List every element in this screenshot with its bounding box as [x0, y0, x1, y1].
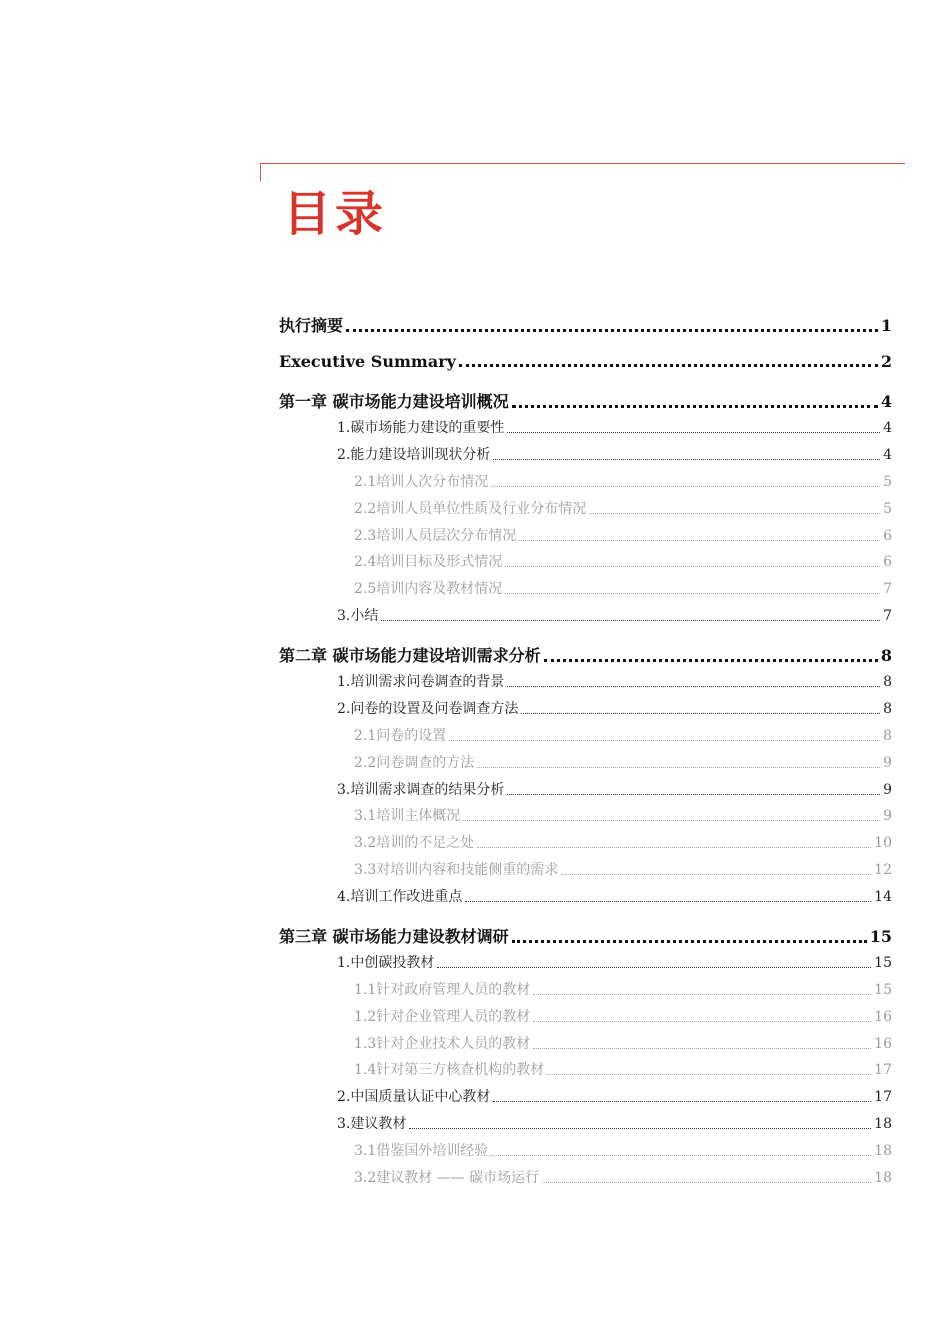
toc-dot-leader [409, 1127, 871, 1129]
toc-entry-page-number: 8 [880, 646, 892, 665]
toc-entry-title: 2.能力建设培训现状分析 [337, 447, 491, 463]
toc-entry-level-2[interactable] [0, 1006, 892, 1026]
toc-entry-page-number: 1 [880, 316, 892, 335]
toc-entry-title: 2.问卷的设置及问卷调查方法 [337, 701, 519, 717]
toc-entry-title: 3.培训需求调查的结果分析 [337, 782, 505, 798]
toc-entry-level-0[interactable] [0, 352, 892, 371]
toc-entry-title: 执行摘要 [279, 316, 344, 335]
toc-dot-leader [491, 485, 880, 487]
toc-entry-page-number: 14 [874, 889, 892, 905]
toc-entry-level-1[interactable] [0, 417, 892, 437]
toc-entry-page-number: 15 [869, 927, 892, 946]
toc-entry-page-number: 4 [883, 447, 892, 463]
toc-dot-leader [533, 1020, 871, 1022]
toc-entry-page-number: 18 [874, 1170, 892, 1186]
toc-entry-level-2[interactable] [0, 578, 892, 598]
toc-entry-level-1[interactable] [0, 779, 892, 799]
toc-entry-title: 3.1借鉴国外培训经验 [354, 1143, 489, 1159]
toc-entry-title: 2.2培训人员单位性质及行业分布情况 [354, 501, 587, 517]
toc-entry-level-2[interactable] [0, 498, 892, 518]
toc-entry-title: 2.3培训人员层次分布情况 [354, 528, 517, 544]
toc-entry-page-number: 4 [883, 420, 892, 436]
toc-entry-level-0[interactable] [0, 313, 892, 336]
toc-entry-page-number: 8 [883, 674, 892, 690]
toc-entry-page-number: 8 [883, 728, 892, 744]
toc-entry-page-number: 16 [874, 1036, 892, 1052]
toc-entry-level-1[interactable] [0, 1113, 892, 1133]
toc-entry-level-1[interactable] [0, 952, 892, 972]
toc-entry-page-number: 18 [874, 1143, 892, 1159]
toc-dot-leader [493, 1100, 871, 1102]
toc-entry-level-2[interactable] [0, 525, 892, 545]
toc-entry-title: 3.小结 [337, 608, 379, 624]
toc-entry-page-number: 6 [883, 554, 892, 570]
toc-entry-title: 3.建议教材 [337, 1116, 407, 1132]
toc-dot-leader [505, 565, 880, 567]
toc-entry-page-number: 8 [883, 701, 892, 717]
toc-entry-page-number: 9 [883, 782, 892, 798]
toc-entry-page-number: 4 [880, 392, 892, 411]
toc-entry-title: 1.4针对第三方核查机构的教材 [354, 1062, 545, 1078]
toc-entry-level-1[interactable] [0, 605, 892, 625]
toc-entry-title: 第三章 碳市场能力建设教材调研 [279, 927, 509, 946]
toc-dot-leader [381, 619, 880, 621]
toc-entry-page-number: 10 [874, 835, 892, 851]
toc-entry-title: 3.2建议教材 —— 碳市场运行 [354, 1170, 540, 1186]
toc-dot-leader [561, 873, 871, 875]
toc-dot-leader [533, 993, 871, 995]
toc-entry-page-number: 15 [874, 982, 892, 998]
toc-entry-title: 2.1问卷的设置 [354, 728, 447, 744]
toc-entry-title: 1.培训需求问卷调查的背景 [337, 674, 505, 690]
toc-entry-title: 2.中国质量认证中心教材 [337, 1089, 491, 1105]
toc-entry-page-number: 18 [874, 1116, 892, 1132]
toc-dot-leader [544, 658, 878, 662]
toc-dot-leader [519, 539, 880, 541]
toc-dot-leader [547, 1073, 871, 1075]
toc-dot-leader [533, 1047, 871, 1049]
toc-entry-level-2[interactable] [0, 725, 892, 745]
toc-entry-page-number: 15 [874, 955, 892, 971]
toc-dot-leader [437, 966, 871, 968]
toc-entry-page-number: 9 [883, 808, 892, 824]
toc-entry-level-0[interactable] [0, 924, 892, 947]
toc-entry-level-2[interactable] [0, 1167, 892, 1187]
toc-entry-title: 3.3对培训内容和技能侧重的需求 [354, 862, 559, 878]
toc-entry-title: 2.2问卷调查的方法 [354, 755, 475, 771]
toc-entry-level-1[interactable] [0, 698, 892, 718]
toc-dot-leader [477, 846, 871, 848]
toc-entry-level-2[interactable] [0, 1059, 892, 1079]
toc-entry-title: 第一章 碳市场能力建设培训概况 [279, 392, 509, 411]
toc-entry-title: 2.4培训目标及形式情况 [354, 554, 503, 570]
toc-entry-level-1[interactable] [0, 444, 892, 464]
toc-entry-title: 2.1培训人次分布情况 [354, 474, 489, 490]
toc-dot-leader [346, 328, 878, 332]
toc-dot-leader [463, 819, 880, 821]
toc-entry-title: 1.碳市场能力建设的重要性 [337, 420, 505, 436]
toc-dot-leader [507, 431, 880, 433]
toc-entry-title: 3.1培训主体概况 [354, 808, 461, 824]
toc-dot-leader [507, 793, 880, 795]
toc-dot-leader [493, 458, 880, 460]
toc-entry-level-1[interactable] [0, 1086, 892, 1106]
toc-entry-level-2[interactable] [0, 1033, 892, 1053]
toc-entry-title: 1.3针对企业技术人员的教材 [354, 1036, 531, 1052]
toc-dot-leader [512, 404, 878, 408]
toc-entry-level-2[interactable] [0, 471, 892, 491]
toc-entry-level-1[interactable] [0, 886, 892, 906]
toc-entry-level-1[interactable] [0, 671, 892, 691]
toc-dot-leader [542, 1181, 871, 1183]
toc-entry-title: 2.5培训内容及教材情况 [354, 581, 503, 597]
toc-dot-leader [589, 512, 880, 514]
toc-dot-leader [521, 712, 880, 714]
toc-entry-title: 第二章 碳市场能力建设培训需求分析 [279, 646, 541, 665]
toc-dot-leader [512, 939, 867, 943]
toc-entry-page-number: 17 [874, 1062, 892, 1078]
toc-entry-page-number: 7 [883, 608, 892, 624]
page-title: 目录 [283, 186, 388, 242]
toc-entry-level-2[interactable] [0, 832, 892, 852]
toc-dot-leader [465, 900, 871, 902]
toc-entry-title: 1.中创碳投教材 [337, 955, 435, 971]
toc-entry-level-2[interactable] [0, 979, 892, 999]
toc-entry-level-0[interactable] [0, 643, 892, 666]
toc-entry-level-2[interactable] [0, 805, 892, 825]
toc-entry-title: 4.培训工作改进重点 [337, 889, 463, 905]
toc-dot-leader [491, 1154, 871, 1156]
toc-entry-title: 1.1针对政府管理人员的教材 [354, 982, 531, 998]
toc-entry-level-0[interactable] [0, 389, 892, 412]
toc-entry-page-number: 17 [874, 1089, 892, 1105]
toc-entry-page-number: 2 [880, 352, 892, 371]
toc-dot-leader [477, 766, 880, 768]
toc-entry-title: Executive Summary [279, 352, 456, 371]
toc-entry-level-2[interactable] [0, 859, 892, 879]
toc-entry-page-number: 5 [883, 501, 892, 517]
toc-entry-level-2[interactable] [0, 752, 892, 772]
toc-entry-page-number: 12 [874, 862, 892, 878]
toc-entry-title: 1.2针对企业管理人员的教材 [354, 1009, 531, 1025]
toc-entry-page-number: 9 [883, 755, 892, 771]
toc-entry-level-2[interactable] [0, 551, 892, 571]
toc-dot-leader [449, 739, 880, 741]
toc-entry-level-2[interactable] [0, 1140, 892, 1160]
toc-dot-leader [507, 685, 880, 687]
toc-entry-page-number: 16 [874, 1009, 892, 1025]
toc-dot-leader [505, 592, 880, 594]
toc-entry-page-number: 6 [883, 528, 892, 544]
toc-entry-page-number: 5 [883, 474, 892, 490]
toc-entry-title: 3.2培训的不足之处 [354, 835, 475, 851]
toc-entry-page-number: 7 [883, 581, 892, 597]
toc-dot-leader [459, 363, 878, 367]
